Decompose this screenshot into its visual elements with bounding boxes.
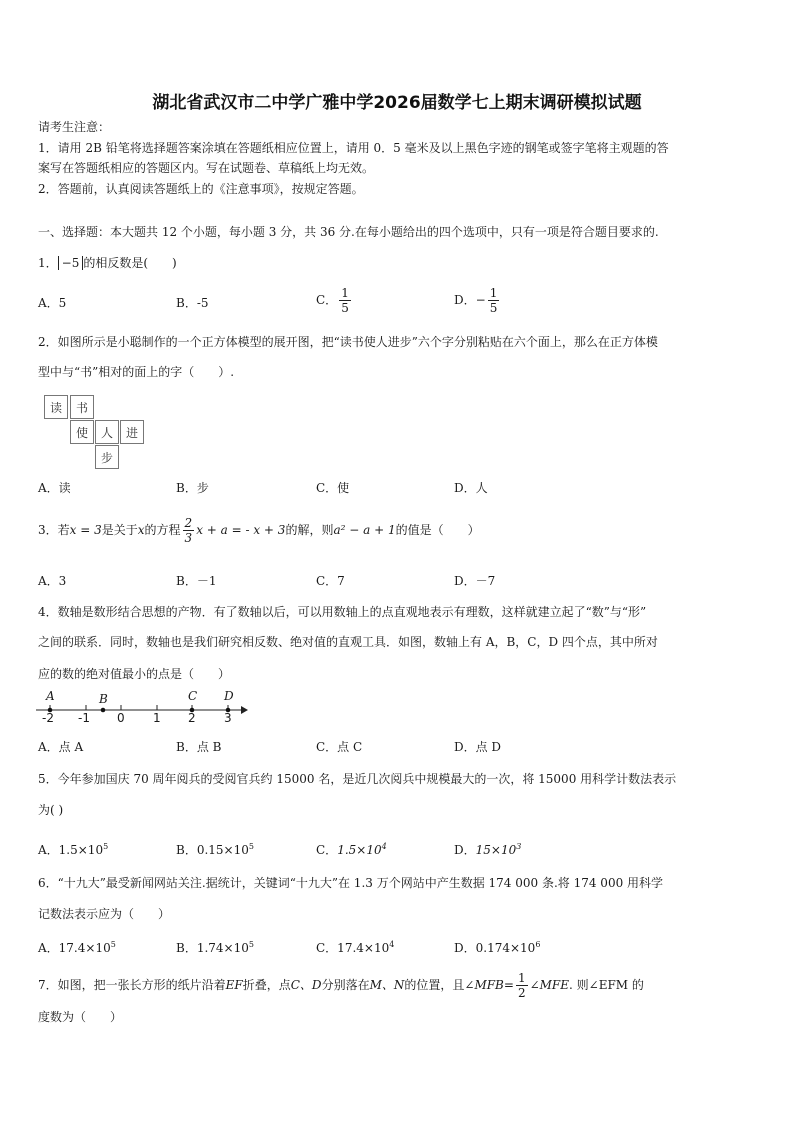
notice-header: 请考生注意：	[38, 120, 111, 134]
notice-line-1: 1．请用 2B 铅笔将选择题答案涂填在答题纸相应位置上，请用 0．5 毫米及以上黑色字迹的钢笔或签字笔将主观题的答	[38, 141, 669, 155]
q7-mfe: MFE	[539, 978, 570, 992]
q3-end: 的值是（ ）	[395, 523, 480, 537]
q1-d-label: D．	[454, 293, 476, 307]
q5-option-d	[454, 838, 521, 859]
q5-option-c	[316, 838, 387, 859]
tick-label-neg1: -1	[78, 711, 90, 725]
q7-half-den: 2	[517, 986, 526, 1000]
q3-option-a: A．3	[38, 574, 67, 588]
q3-option-c: C．7	[316, 574, 345, 588]
number-line-arrow	[241, 706, 248, 714]
q1-d-sign: −	[475, 293, 486, 307]
q7-text-a: 7．如图，把一张长方形的纸片沿着	[38, 978, 226, 992]
point-d-label: D	[224, 689, 234, 703]
notice-line-2: 案写在答题纸相应的答题区内。写在试题卷、草稿纸上均无效。	[38, 161, 375, 175]
q5-d-label: D．	[454, 843, 476, 857]
q1-c-label: C．	[316, 293, 338, 307]
question-7-line-1	[38, 971, 644, 1000]
q1-option-c	[316, 286, 353, 315]
q7-text-d: 的位置，且∠	[404, 978, 475, 992]
tick-label-neg2: -2	[42, 711, 54, 725]
q7-text-b: 折叠，点	[242, 978, 291, 992]
q6-line-2: 记数法表示应为（ ）	[38, 907, 171, 921]
q2-option-c: C．使	[316, 481, 350, 495]
q3-mid: 是关于	[101, 523, 138, 537]
q5-c-value: 1.5×10	[337, 843, 382, 857]
q6-c-label: C．17.4×10	[316, 941, 390, 955]
q5-option-b	[176, 838, 254, 859]
number-line-svg	[36, 690, 248, 730]
net-cell-ren: 人	[95, 420, 119, 444]
q1-abs-value: −5	[58, 256, 84, 270]
q5-b-value: 0.15×10	[196, 843, 249, 857]
q7-mfb: MFB	[474, 978, 504, 992]
q7-equals: =	[503, 978, 514, 992]
point-b-dot	[101, 708, 106, 713]
q6-d-label: D．0.174×10	[454, 941, 536, 955]
q4-option-a: A．点 A	[38, 740, 84, 754]
q1-d-den: 5	[489, 301, 498, 315]
q3-option-d: D．－7	[454, 574, 496, 588]
q1-d-fraction	[488, 286, 500, 315]
q1-stem-text: 的相反数是( )	[83, 256, 177, 270]
q5-d-exponent: 3	[516, 842, 522, 851]
q6-b-exponent: 5	[248, 940, 254, 949]
q4-line-2: 之间的联系．同时，数轴也是我们研究相反数、绝对值的直观工具．如图，数轴上有 A，B，C，D 四个点，其中所对	[38, 635, 658, 649]
q5-a-value: 1.5×10	[58, 843, 104, 857]
q6-line-1: 6．“十九大”最受新闻网站关注.据统计，关键词“十九大”在 1.3 万个网站中产生数据 174 000 条.将 174 000 用科学	[38, 876, 664, 890]
q1-d-num: 1	[489, 286, 498, 300]
tick-label-2: 2	[188, 711, 196, 725]
q3-prefix: 3．若	[38, 523, 70, 537]
q5-a-label: A．	[38, 843, 59, 857]
net-cell-shu: 书	[70, 395, 94, 419]
q1-option-b: B．-5	[176, 296, 209, 310]
q6-option-c	[316, 936, 394, 957]
q5-b-label: B．	[176, 843, 197, 857]
q4-line-1: 4．数轴是数形结合思想的产物．有了数轴以后，可以用数轴上的点直观地表示有理数，这样就建立起了“数”与“形”	[38, 605, 647, 619]
q4-line-3: 应的数的绝对值最小的点是（ ）	[38, 667, 231, 681]
point-a-label: A	[46, 689, 55, 703]
q2-option-d: D．人	[454, 481, 488, 495]
q5-a-exponent: 5	[103, 842, 109, 851]
q7-line-2: 度数为（ ）	[38, 1010, 123, 1024]
q6-b-label: B．1.74×10	[176, 941, 249, 955]
question-1-stem	[38, 254, 177, 272]
q3-frac-num: 2	[184, 516, 193, 530]
net-cell-shi: 使	[70, 420, 94, 444]
net-cell-jin: 进	[120, 420, 144, 444]
q2-line-1: 2．如图所示是小聪制作的一个正方体模型的展开图，把“读书使人进步”六个字分别粘贴在六个面上，那么在正方体模	[38, 335, 658, 349]
q7-text-f: . 则∠EFM 的	[569, 978, 644, 992]
q6-d-exponent: 6	[535, 940, 541, 949]
q1-c-fraction	[339, 286, 351, 315]
q7-cd: C、D	[290, 978, 322, 992]
q5-c-label: C．	[316, 843, 338, 857]
q3-option-b: B．－1	[176, 574, 217, 588]
q1-prefix: 1．	[38, 256, 58, 270]
q7-mn: M、N	[369, 978, 405, 992]
q7-half-fraction	[516, 971, 528, 1000]
q2-line-2: 型中与“书”相对的面上的字（ ）.	[38, 365, 235, 379]
section-heading: 一、选择题：本大题共 12 个小题，每小题 3 分，共 36 分.在每小题给出的四个选项中，只有一项是符合题目要求的.	[38, 225, 659, 239]
q7-half-num: 1	[517, 971, 526, 985]
net-cell-du: 读	[44, 395, 68, 419]
q5-option-a	[38, 838, 108, 859]
q3-equation: x + a = - x + 3	[196, 523, 286, 537]
q5-c-exponent: 4	[381, 842, 387, 851]
q2-option-b: B．步	[176, 481, 209, 495]
q6-option-b	[176, 936, 254, 957]
q3-fraction	[183, 516, 195, 545]
q4-option-c: C．点 C	[316, 740, 363, 754]
q2-option-a: A．读	[38, 481, 71, 495]
q6-a-label: A．17.4×10	[38, 941, 111, 955]
q5-d-value: 15×10	[475, 843, 517, 857]
point-b-label: B	[99, 692, 108, 706]
q6-option-a	[38, 936, 116, 957]
q5-line-1: 5．今年参加国庆 70 周年阅兵的受阅官兵约 15000 名，是近几次阅兵中规模最大的一次，将 15000 用科学计数法表示	[38, 772, 677, 786]
notice-line-3: 2．答题前，认真阅读答题纸上的《注意事项》，按规定答题。	[38, 182, 364, 196]
q4-option-d: D．点 D	[454, 740, 502, 754]
q1-option-d	[454, 286, 501, 315]
q3-mid2: 的方程	[144, 523, 181, 537]
tick-label-0: 0	[117, 711, 125, 725]
q5-b-exponent: 5	[248, 842, 254, 851]
q1-option-a: A．5	[38, 296, 67, 310]
q6-a-exponent: 5	[110, 940, 116, 949]
q7-text-e: ∠	[529, 978, 540, 992]
tick-label-3: 3	[224, 711, 232, 725]
q3-frac-den: 3	[184, 531, 193, 545]
q3-expression: a² − a + 1	[333, 523, 396, 537]
q3-variable: x	[137, 523, 145, 537]
q6-c-exponent: 4	[389, 940, 395, 949]
q4-option-b: B．点 B	[176, 740, 222, 754]
q1-c-den: 5	[341, 301, 349, 315]
q6-option-d	[454, 936, 540, 957]
q3-condition: x = 3	[69, 523, 102, 537]
q3-tail: 的解，则	[285, 523, 334, 537]
tick-label-1: 1	[153, 711, 161, 725]
q7-ef: EF	[225, 978, 243, 992]
q5-line-2: 为( )	[38, 803, 64, 817]
net-cell-bu: 步	[95, 445, 119, 469]
q1-c-num: 1	[341, 286, 349, 300]
q7-text-c: 分别落在	[321, 978, 370, 992]
page-title: 湖北省武汉市二中学广雅中学2026届数学七上期末调研模拟试题	[152, 93, 642, 113]
question-3-stem	[38, 516, 480, 545]
point-c-label: C	[188, 689, 198, 703]
